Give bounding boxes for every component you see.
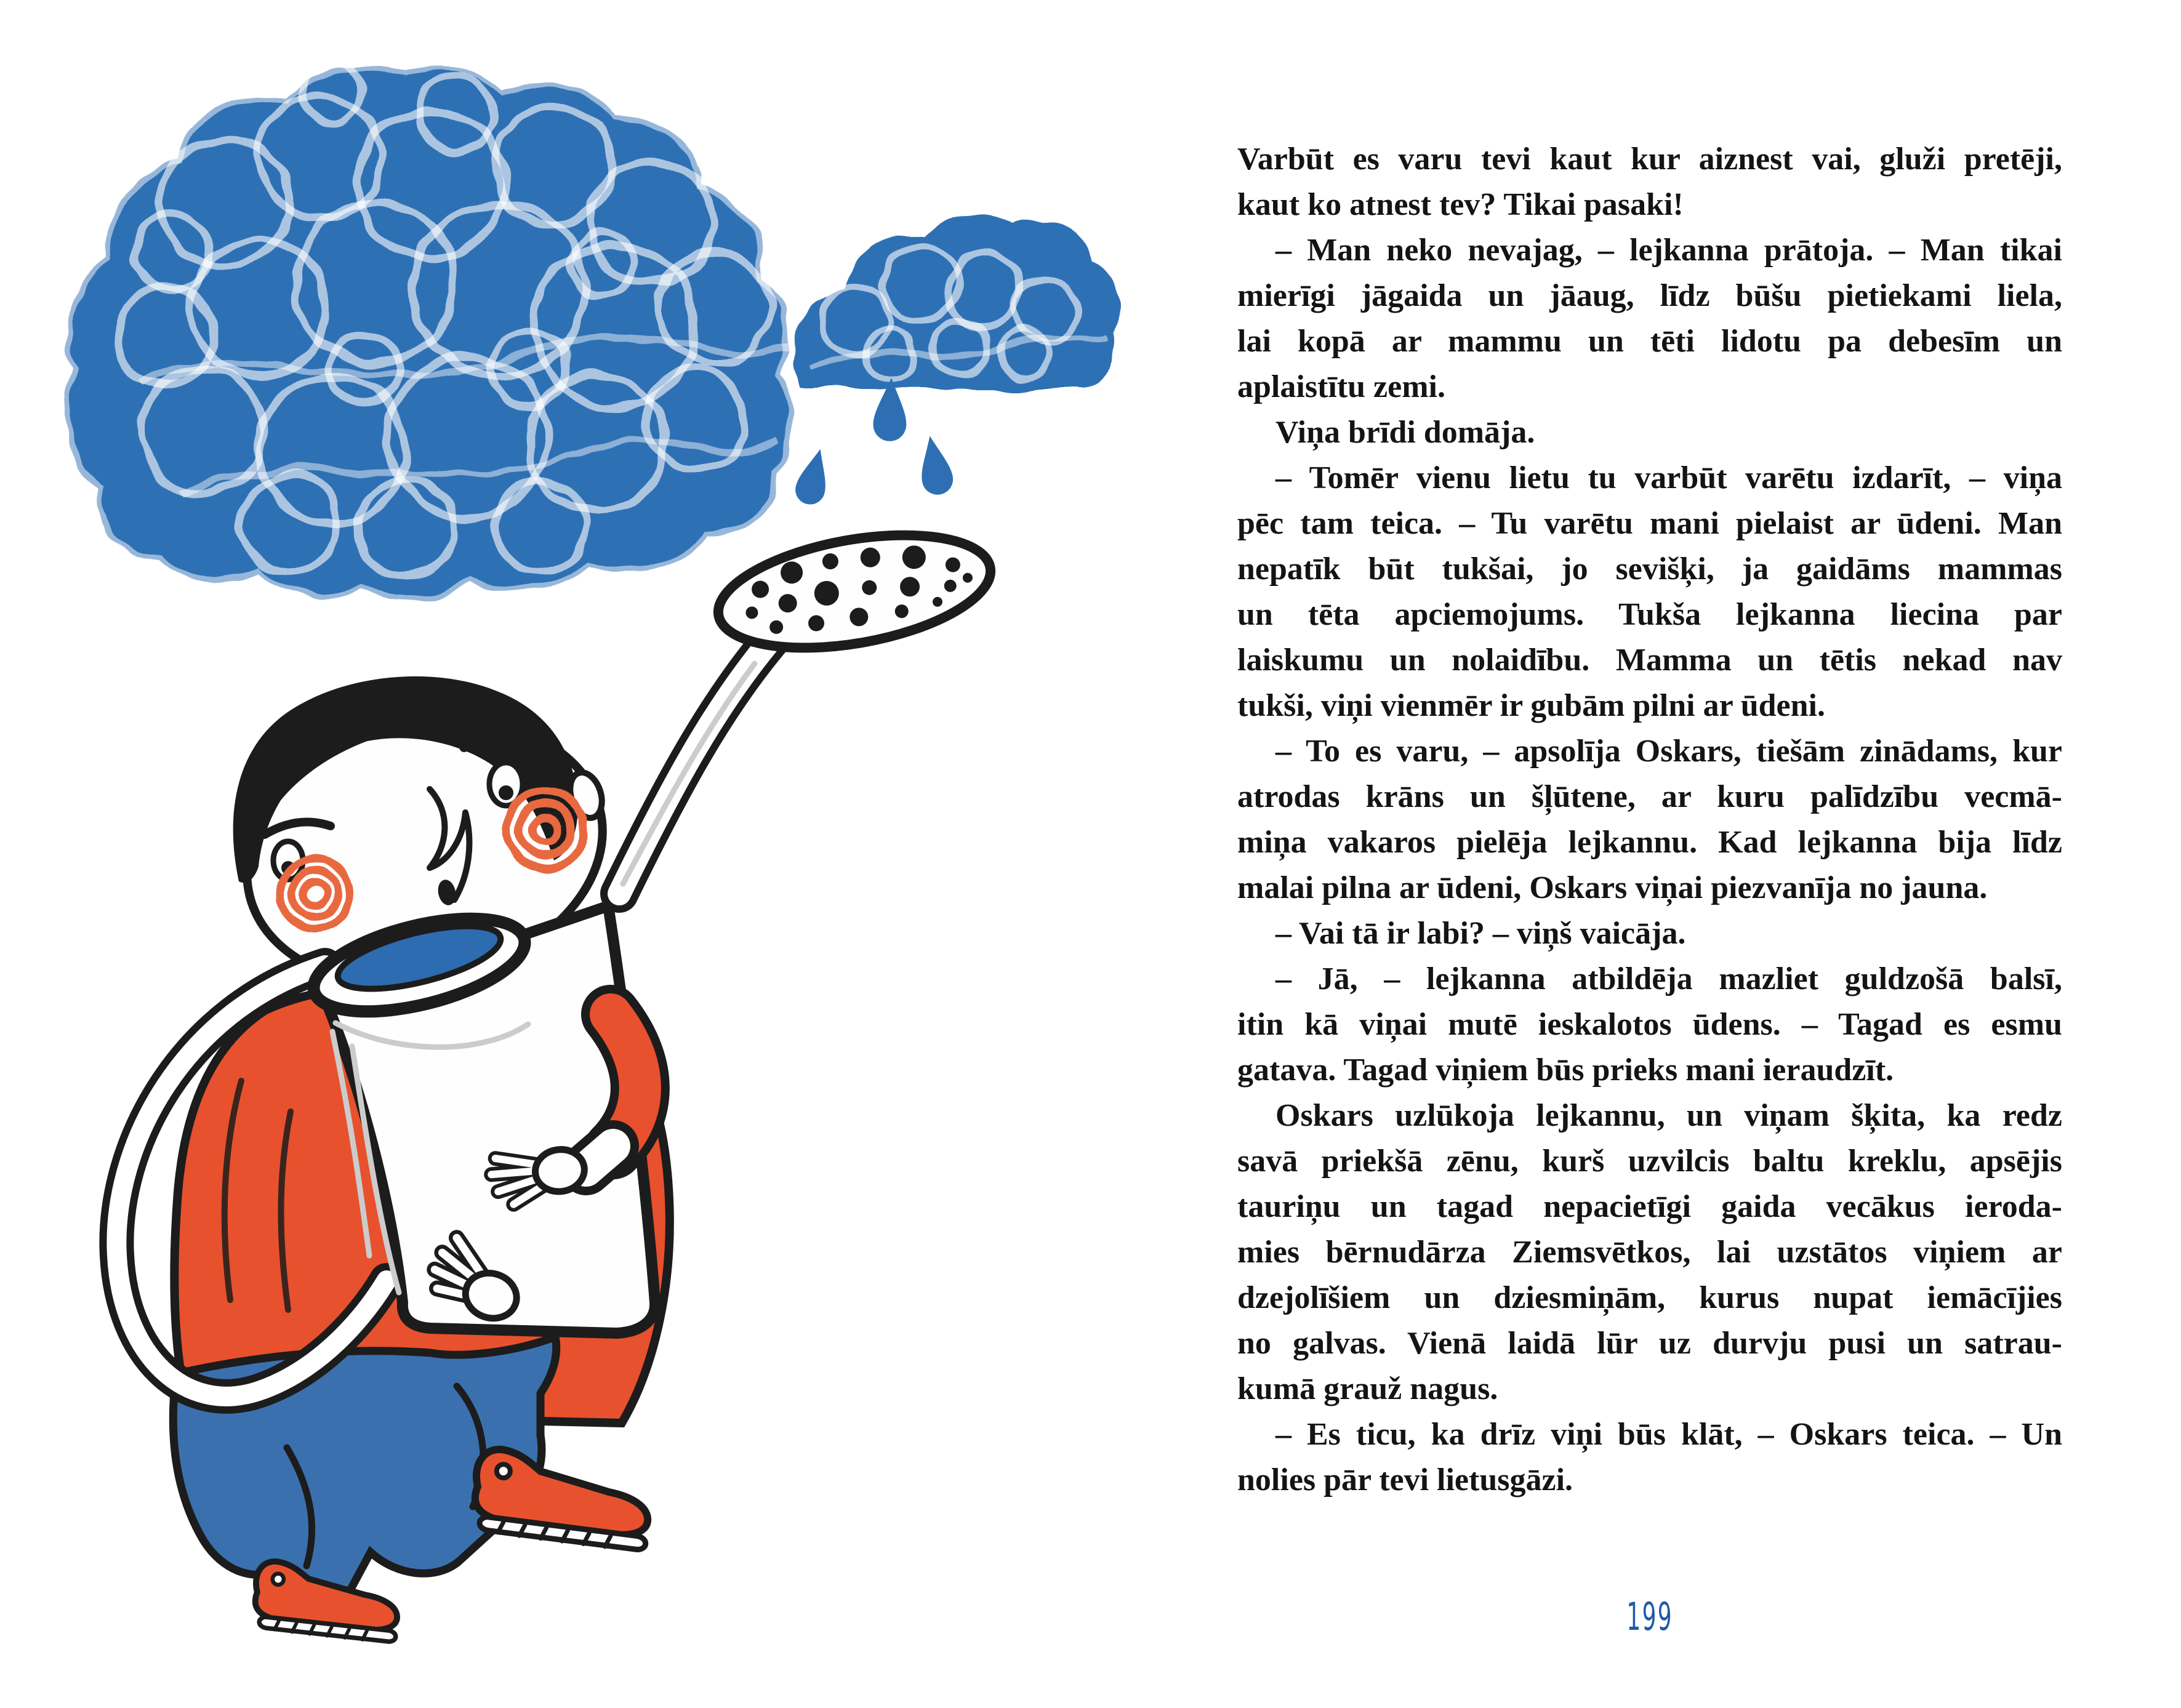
small-rain-cloud: [793, 214, 1119, 389]
text-line: – Es ticu, ka drīz viņi būs klāt, – Oskars teica. – Un: [1275, 1417, 2062, 1452]
can-spout: [619, 640, 771, 894]
text-line: – Jā, – lejkanna atbildēja mazliet guldzošā balsī,: [1275, 961, 2062, 996]
text-line: tauriņu un tagad nepacietīgi gaida vecākus ieroda-: [1237, 1189, 2062, 1224]
page-number-value: 199: [1626, 1594, 1673, 1639]
text-line: gatava. Tagad viņiem būs prieks mani ieraudzīt.: [1237, 1052, 1894, 1088]
text-line: Varbūt es varu tevi kaut kur aiznest vai, gluži pretēji,: [1237, 142, 2062, 177]
text-line: mierīgi jāgaida un jāaug, līdz būšu pietiekami liela,: [1237, 278, 2062, 313]
text-line: kumā grauž nagus.: [1237, 1371, 1498, 1406]
text-line: malai pilna ar ūdeni, Oskars viņai piezvanīja no jauna.: [1237, 870, 1988, 905]
text-line: Oskars uzlūkoja lejkannu, un viņam šķita, ka redz: [1275, 1098, 2062, 1133]
text-line: laiskumu un nolaidību. Mamma un tētis nekad nav: [1237, 643, 2062, 678]
text-line: itin kā viņai mutē ieskalotos ūdens. – Tagad es esmu: [1237, 1007, 2062, 1042]
text-line: – Tomēr vienu lietu tu varbūt varētu izdarīt, – viņa: [1275, 460, 2062, 495]
text-line: – Vai tā ir labi? – viņš vaicāja.: [1275, 916, 1686, 951]
right-pupil: [499, 785, 513, 800]
text-line: miņa vakaros pielēja lejkannu. Kad lejkanna bija līdz: [1237, 825, 2062, 860]
text-line: nolies pār tevi lietusgāzi.: [1237, 1462, 1573, 1498]
text-line: savā priekšā zēnu, kurš uzvilcis baltu kreklu, apsējis: [1237, 1144, 2062, 1179]
big-chalk-cloud: [63, 62, 794, 601]
text-line: lai kopā ar mammu un tēti lidotu pa debesīm un: [1237, 324, 2062, 359]
story-text: [1237, 137, 2062, 1503]
text-line: un tēta apciemojums. Tukša lejkanna liecina par: [1237, 597, 2062, 632]
raindrop: [915, 433, 955, 497]
text-line: mies bērnudārza Ziemsvētkos, lai uzstātos viņiem ar: [1237, 1235, 2062, 1270]
page-number: [1237, 1594, 2062, 1639]
text-line: dzejolīšiem un dziesmiņām, kurus nupat iemācījies: [1237, 1280, 2062, 1315]
text-line: – Man neko nevajag, – lejkanna prātoja. – Man tikai: [1275, 233, 2062, 268]
text-line: Viņa brīdi domāja.: [1275, 415, 1535, 450]
text-line: nepatīk būt tukšai, jo sevišķi, ja gaidāms mammas: [1237, 551, 2062, 587]
text-line: atrodas krāns un šļūtene, ar kuru palīdzību vecmā-: [1237, 779, 2062, 814]
text-line: aplaistītu zemi.: [1237, 369, 1445, 404]
text-line: no galvas. Vienā laidā lūr uz durvju pusi un satrau-: [1237, 1326, 2062, 1361]
front-sneaker: [472, 1448, 652, 1550]
text-line: kaut ko atnest tev? Tikai pasaki!: [1237, 187, 1684, 222]
sprinkler-rose: [710, 516, 999, 666]
text-line: – To es varu, – apsolīja Oskars, tiešām zinādams, kur: [1275, 734, 2062, 769]
raindrop: [792, 446, 835, 508]
text-line: tukši, viņi vienmēr ir gubām pilni ar ūdeni.: [1237, 688, 1825, 723]
text-line: pēc tam teica. – Tu varētu mani pielaist ar ūdeni. Man: [1237, 506, 2062, 541]
